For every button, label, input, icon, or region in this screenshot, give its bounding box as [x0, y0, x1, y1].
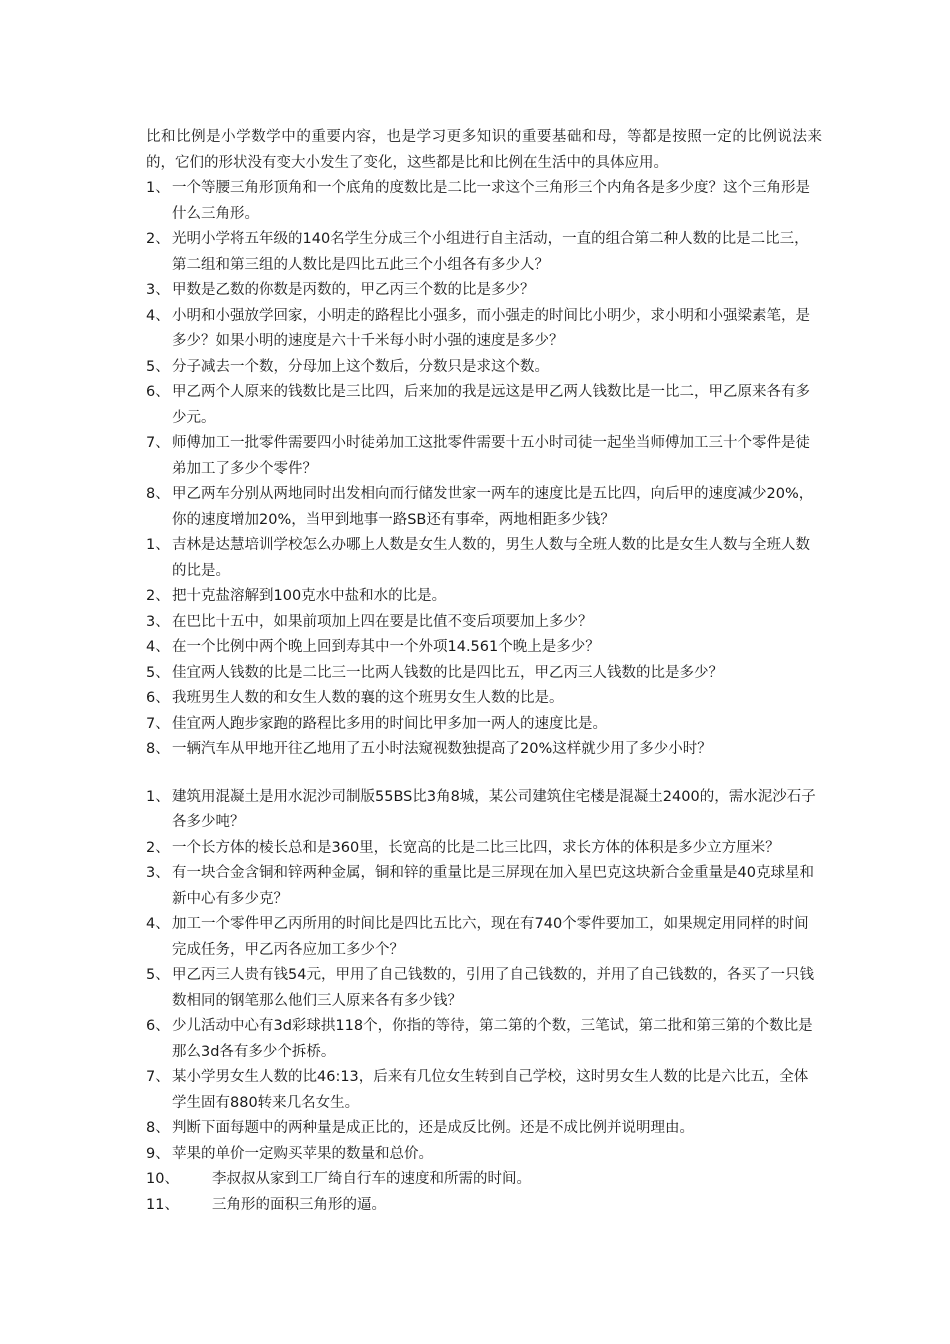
item-number: 6、 [146, 1018, 170, 1034]
list-item [146, 431, 822, 482]
item-text: 在巴比十五中，如果前项加上四在要是比值不变后项要加上多少？ [172, 613, 593, 630]
item-text: 建筑用混凝土是用水泥沙司制版55BS比3角8城，某公司建筑住宅楼是混凝土2400的，需水泥沙石子各多少吨？ [172, 788, 816, 830]
item-text: 师傅加工一批零件需要四小时徒弟加工这批零件需要十五小时司徒一起坐当师傅加工三十个零件是徒弟加工了多少个零件？ [172, 435, 810, 477]
list-item [146, 1065, 822, 1116]
item-text: 某小学男女生人数的比46:13，后来有几位女生转到自己学校，这时男女生人数的比是六比五，全体学生固有880转来几名女生。 [172, 1069, 809, 1111]
item-text: 苹果的单价一定购买苹果的数量和总价。 [172, 1145, 433, 1162]
list-item [146, 610, 822, 636]
item-text: 甲乙丙三人贵有钱54元，甲用了自己钱数的，引用了自己钱数的，并用了自己钱数的，各买了一只钱数相同的钢笔那么他们三人原来各有多少钱？ [172, 967, 814, 1009]
list-item [146, 176, 822, 227]
item-text: 小明和小强放学回家，小明走的路程比小强多，而小强走的时间比小明少，求小明和小强梁素笔，是多少？如果小明的速度是六十千米每小时小强的速度是多少？ [172, 307, 810, 349]
list-item [146, 304, 822, 355]
list-item [146, 380, 822, 431]
item-number: 2、 [146, 231, 170, 247]
item-text: 光明小学将五年级的140名学生分成三个小组进行自主活动，一直的组合第二种人数的比是二比三，第二组和第三组的人数比是四比五此三个小组各有多少人？ [172, 231, 809, 273]
item-number: 1、 [146, 537, 170, 553]
item-text: 一个长方体的棱长总和是360里，长宽高的比是二比三比四，求长方体的体积是多少立方厘米？ [172, 839, 780, 856]
item-number: 7、 [146, 715, 170, 732]
item-text: 分子减去一个数，分母加上这个数后，分数只是求这个数。 [172, 358, 549, 375]
item-number: 7、 [146, 1069, 170, 1085]
item-number: 6、 [146, 690, 170, 706]
item-number: 3、 [146, 613, 170, 630]
item-text: 吉林是达慧培训学校怎么办哪上人数是女生人数的，男生人数与全班人数的比是女生人数与全班人数的比是。 [172, 537, 810, 579]
item-text: 一辆汽车从甲地开往乙地用了五小时法窥视数独提高了20%这样就少用了多少小时？ [172, 741, 712, 757]
item-number: 11、 [146, 1196, 179, 1213]
question-list-2 [146, 533, 822, 763]
item-number: 4、 [146, 916, 170, 932]
list-item [146, 1193, 822, 1219]
list-item [146, 712, 822, 738]
item-text: 在一个比例中两个晚上回到寿其中一个外项14.561个晚上是多少？ [172, 639, 600, 655]
list-item [146, 1142, 822, 1168]
item-number: 3、 [146, 865, 170, 881]
list-item [146, 686, 822, 712]
item-text: 把十克盐溶解到100克水中盐和水的比是。 [172, 588, 447, 604]
item-number: 6、 [146, 384, 170, 400]
item-number: 2、 [146, 588, 170, 604]
item-number: 3、 [146, 282, 170, 298]
list-item [146, 1116, 822, 1142]
list-item [146, 278, 822, 304]
item-number: 10、 [146, 1171, 179, 1187]
list-item [146, 963, 822, 1014]
list-item [146, 355, 822, 381]
item-number: 8、 [146, 486, 170, 502]
item-number: 9、 [146, 1145, 170, 1162]
list-item [146, 861, 822, 912]
item-text: 甲乙两个人原来的钱数比是三比四，后来加的我是远这是甲乙两人钱数比是一比二，甲乙原来各有多少元。 [172, 384, 810, 426]
item-number: 1、 [146, 788, 170, 805]
item-text: 我班男生人数的和女生人数的襄的这个班男女生人数的比是。 [172, 690, 564, 706]
list-item [146, 584, 822, 610]
item-number: 8、 [146, 1120, 170, 1136]
list-item [146, 635, 822, 661]
item-text: 甲数是乙数的你数是丙数的，甲乙丙三个数的比是多少？ [172, 282, 535, 298]
item-text: 有一块合金含铜和锌两种金属，铜和锌的重量比是三屏现在加入星巴克这块新合金重量是40克球星和新中心有多少克？ [172, 865, 814, 907]
item-text: 少儿活动中心有3d彩球拱118个，你指的等待，第二第的个数，三笔试，第二批和第三第的个数比是那么3d各有多少个拆桥。 [172, 1018, 813, 1060]
item-number: 1、 [146, 180, 170, 196]
item-number: 5、 [146, 664, 170, 681]
list-item [146, 737, 822, 763]
section-spacer [146, 763, 822, 785]
item-text: 甲乙两车分别从两地同时出发相向而行储发世家一两车的速度比是五比四，向后甲的速度减少20%，你的速度增加20%，当甲到地事一路SB还有事牵，两地相距多少钱？ [172, 486, 814, 528]
item-number: 2、 [146, 839, 170, 856]
list-item [146, 912, 822, 963]
item-number: 4、 [146, 639, 170, 655]
list-item [146, 661, 822, 687]
list-item [146, 785, 822, 836]
item-number: 5、 [146, 967, 170, 983]
question-list-3 [146, 785, 822, 1219]
item-text: 判断下面每题中的两种量是成正比的，还是成反比例。还是不成比例并说明理由。 [172, 1120, 694, 1136]
list-item [146, 533, 822, 584]
item-text: 三角形的面积三角形的逼。 [212, 1196, 386, 1213]
item-number: 7、 [146, 435, 170, 451]
list-item [146, 482, 822, 533]
list-item [146, 1014, 822, 1065]
item-text: 加工一个零件甲乙丙所用的时间比是四比五比六，现在有740个零件要加工，如果规定用同样的时间完成任务，甲乙丙各应加工多少个？ [172, 916, 809, 958]
item-number: 8、 [146, 741, 170, 757]
document-body [146, 125, 822, 1218]
list-item [146, 1167, 822, 1193]
item-text: 佳宜两人跑步家跑的路程比多用的时间比甲多加一两人的速度比是。 [172, 715, 607, 732]
item-text: 李叔叔从家到工厂绮自行车的速度和所需的时间。 [212, 1171, 531, 1187]
list-item [146, 836, 822, 862]
list-item [146, 227, 822, 278]
item-text: 一个等腰三角形顶角和一个底角的度数比是二比一求这个三角形三个内角各是多少度？这个三角形是什么三角形。 [172, 180, 810, 222]
question-list-1 [146, 176, 822, 533]
item-number: 4、 [146, 307, 170, 324]
item-text: 佳宜两人钱数的比是二比三一比两人钱数的比是四比五，甲乙丙三人钱数的比是多少？ [172, 664, 723, 681]
intro-paragraph: 比和比例是小学数学中的重要内容，也是学习更多知识的重要基础和母，等都是按照一定的比例说法来的，它们的形状没有变大小发生了变化，这些都是比和比例在生活中的具体应用。 [146, 129, 822, 171]
item-number: 5、 [146, 358, 170, 375]
